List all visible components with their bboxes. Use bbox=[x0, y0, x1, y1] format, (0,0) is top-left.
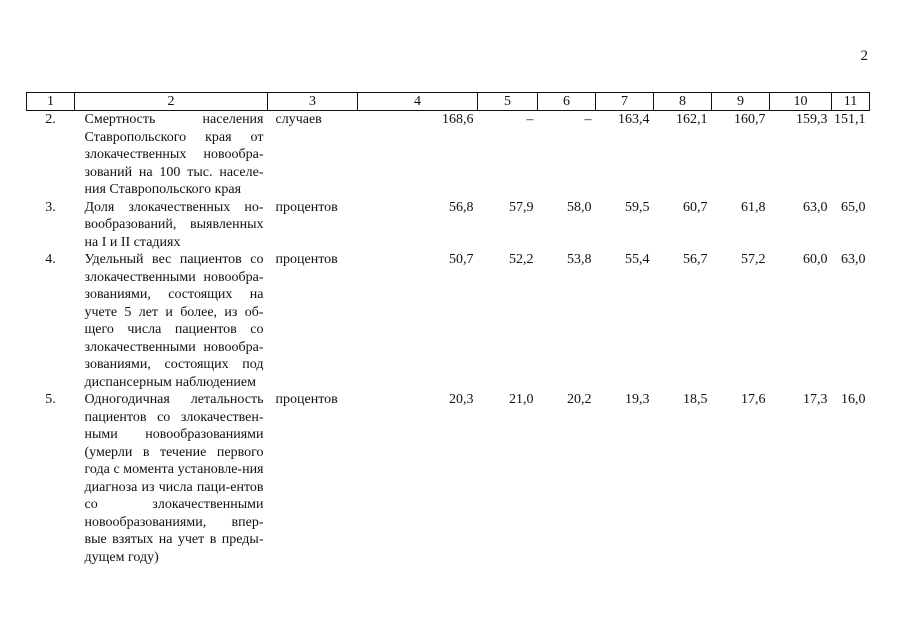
value-col-8: 162,1 bbox=[676, 112, 708, 127]
column-header-1: 1 bbox=[27, 93, 75, 111]
column-header-9: 9 bbox=[712, 93, 770, 111]
value-col-10: 17,3 bbox=[803, 392, 828, 407]
column-header-7: 7 bbox=[596, 93, 654, 111]
page-number: 2 bbox=[860, 48, 868, 64]
value-col-8: 18,5 bbox=[683, 392, 708, 407]
unit-of-measure: процентов bbox=[275, 199, 338, 215]
column-header-6: 6 bbox=[538, 93, 596, 111]
indicator-name: Смертность населения Ставропольского края от злокачественных новообра-зований на 100 тыс. населе-ния Ставропольского края bbox=[84, 112, 264, 197]
value-col-6: 58,0 bbox=[567, 199, 592, 215]
row-number: 5. bbox=[45, 392, 56, 407]
column-header-5: 5 bbox=[478, 93, 538, 111]
value-col-6: – bbox=[584, 112, 592, 127]
table-row bbox=[27, 111, 870, 199]
value-col-8: 56,7 bbox=[683, 252, 708, 267]
value-col-9: 17,6 bbox=[741, 392, 766, 407]
value-col-4: 50,7 bbox=[449, 252, 474, 267]
column-header-3: 3 bbox=[268, 93, 358, 111]
value-col-11: 16,0 bbox=[841, 392, 866, 407]
value-col-9: 57,2 bbox=[741, 252, 766, 267]
indicators-table bbox=[26, 92, 870, 566]
value-col-8: 60,7 bbox=[683, 199, 708, 215]
table-row bbox=[27, 251, 870, 391]
value-col-11: 151,1 bbox=[834, 112, 866, 127]
row-number: 2. bbox=[45, 112, 56, 127]
value-col-7: 163,4 bbox=[618, 112, 650, 127]
value-col-10: 60,0 bbox=[803, 252, 828, 267]
value-col-10: 63,0 bbox=[803, 199, 828, 215]
value-col-4: 56,8 bbox=[449, 199, 474, 215]
value-col-7: 59,5 bbox=[625, 199, 650, 215]
table-row bbox=[27, 199, 870, 252]
unit-of-measure: случаев bbox=[275, 112, 322, 127]
indicator-name: Одногодичная летальность пациентов со злокачествен-ными новообразованиями (умерли в течение первого года с момента установле-ния диагноза из числа паци-ентов со злокачественными новообразованиями, впер-вые взятых на учет в преды-дущем году) bbox=[84, 392, 264, 565]
unit-of-measure: процентов bbox=[275, 392, 338, 407]
value-col-11: 63,0 bbox=[841, 252, 866, 267]
column-header-2: 2 bbox=[75, 93, 268, 111]
value-col-5: 21,0 bbox=[509, 392, 534, 407]
value-col-9: 61,8 bbox=[741, 199, 766, 215]
value-col-7: 19,3 bbox=[625, 392, 650, 407]
value-col-10: 159,3 bbox=[796, 112, 828, 127]
unit-of-measure: процентов bbox=[275, 252, 338, 267]
value-col-9: 160,7 bbox=[734, 112, 766, 127]
indicator-name: Удельный вес пациентов со злокачественными новообра-зованиями, состоящих на учете 5 лет и более, из об-щего числа пациентов со злокачественными новообра-зованиями, состоящих под диспансерным наблюдением bbox=[84, 252, 264, 390]
value-col-6: 53,8 bbox=[567, 252, 592, 267]
value-col-4: 168,6 bbox=[442, 112, 474, 127]
column-header-10: 10 bbox=[770, 93, 832, 111]
column-header-8: 8 bbox=[654, 93, 712, 111]
value-col-11: 65,0 bbox=[841, 199, 866, 215]
value-col-5: 57,9 bbox=[509, 199, 534, 215]
value-col-5: – bbox=[526, 112, 534, 127]
column-header-11: 11 bbox=[832, 93, 870, 111]
table-row bbox=[27, 391, 870, 566]
column-number-header-row bbox=[27, 93, 870, 111]
row-number: 4. bbox=[45, 252, 56, 267]
value-col-7: 55,4 bbox=[625, 252, 650, 267]
column-header-4: 4 bbox=[358, 93, 478, 111]
value-col-6: 20,2 bbox=[567, 392, 592, 407]
indicator-name: Доля злокачественных но-вообразований, выявленных на I и II стадиях bbox=[84, 199, 264, 250]
row-number: 3. bbox=[45, 199, 56, 215]
value-col-5: 52,2 bbox=[509, 252, 534, 267]
value-col-4: 20,3 bbox=[449, 392, 474, 407]
